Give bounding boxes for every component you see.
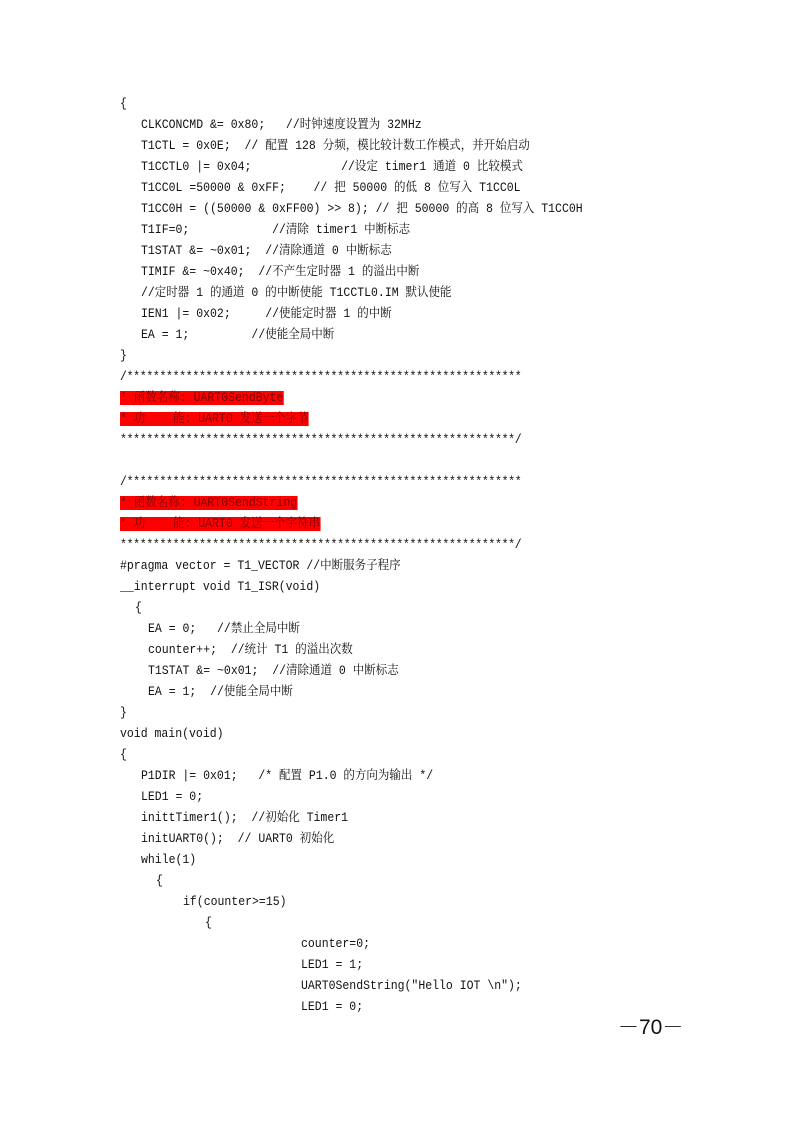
highlighted-function-name: * 函数名称: UART0SendByte xyxy=(120,391,284,405)
code-line: T1CCTL0 |= 0x04; //设定 timer1 通道 0 比较模式 xyxy=(141,160,523,174)
code-line: while(1) xyxy=(141,853,197,867)
code-line: counter=0; xyxy=(301,937,371,951)
code-line: #pragma vector = T1_VECTOR //中断服务子程序 xyxy=(120,559,401,573)
code-line: EA = 1; //使能全局中断 xyxy=(148,685,293,699)
code-line: T1IF=0; //清除 timer1 中断标志 xyxy=(141,223,411,237)
code-comment-line: //定时器 1 的通道 0 的中断使能 T1CCTL0.IM 默认使能 xyxy=(141,286,452,300)
code-line: } xyxy=(120,349,127,363)
code-line: LED1 = 1; xyxy=(301,958,364,972)
code-line: EA = 0; //禁止全局中断 xyxy=(148,622,300,636)
code-line: LED1 = 0; xyxy=(301,1000,364,1014)
code-line: inittTimer1(); //初始化 Timer1 xyxy=(141,811,349,825)
comment-border-bottom: ************************************************************/ xyxy=(120,433,522,447)
code-line: T1CC0H = ((50000 & 0xFF00) >> 8); // 把 50000 的高 8 位写入 T1CC0H xyxy=(141,202,583,216)
code-line: T1STAT &= ~0x01; //清除通道 0 中断标志 xyxy=(141,244,392,258)
code-line: EA = 1; //使能全局中断 xyxy=(141,328,335,342)
code-line: P1DIR |= 0x01; /* 配置 P1.0 的方向为输出 */ xyxy=(141,769,434,783)
code-line: { xyxy=(120,748,127,762)
code-line: void main(void) xyxy=(120,727,224,741)
code-line: T1CTL = 0x0E; // 配置 128 分频，模比较计数工作模式，并开始启动 xyxy=(141,139,530,153)
code-line: TIMIF &= ~0x40; //不产生定时器 1 的溢出中断 xyxy=(141,265,420,279)
code-line: initUART0(); // UART0 初始化 xyxy=(141,832,335,846)
code-line: { xyxy=(156,874,163,888)
comment-border-top: /************************************************************ xyxy=(120,370,522,384)
highlighted-function-description: * 功 能: UART0 发送一个字节 xyxy=(120,412,309,426)
page-number: －70－ xyxy=(618,1016,684,1039)
comment-border-top: /************************************************************ xyxy=(120,475,522,489)
code-line: counter++; //统计 T1 的溢出次数 xyxy=(148,643,353,657)
code-line: CLKCONCMD &= 0x80; //时钟速度设置为 32MHz xyxy=(141,118,422,132)
code-line: if(counter>=15) xyxy=(183,895,287,909)
code-line: { xyxy=(120,97,127,111)
comment-border-bottom: ************************************************************/ xyxy=(120,538,522,552)
code-line: } xyxy=(120,706,127,720)
highlighted-function-description: * 功 能: UART0 发送一个字符串 xyxy=(120,517,321,531)
code-line: T1STAT &= ~0x01; //清除通道 0 中断标志 xyxy=(148,664,399,678)
code-line: T1CC0L =50000 & 0xFF; // 把 50000 的低 8 位写入 T1CC0L xyxy=(141,181,521,195)
code-line: IEN1 |= 0x02; //使能定时器 1 的中断 xyxy=(141,307,392,321)
code-line: { xyxy=(135,601,142,615)
code-line: __interrupt void T1_ISR(void) xyxy=(120,580,321,594)
highlighted-function-name: * 函数名称: UART0SendString xyxy=(120,496,298,510)
code-line: UART0SendString("Hello IOT \n"); xyxy=(301,979,522,993)
code-line: LED1 = 0; xyxy=(141,790,204,804)
code-line: { xyxy=(205,916,212,930)
